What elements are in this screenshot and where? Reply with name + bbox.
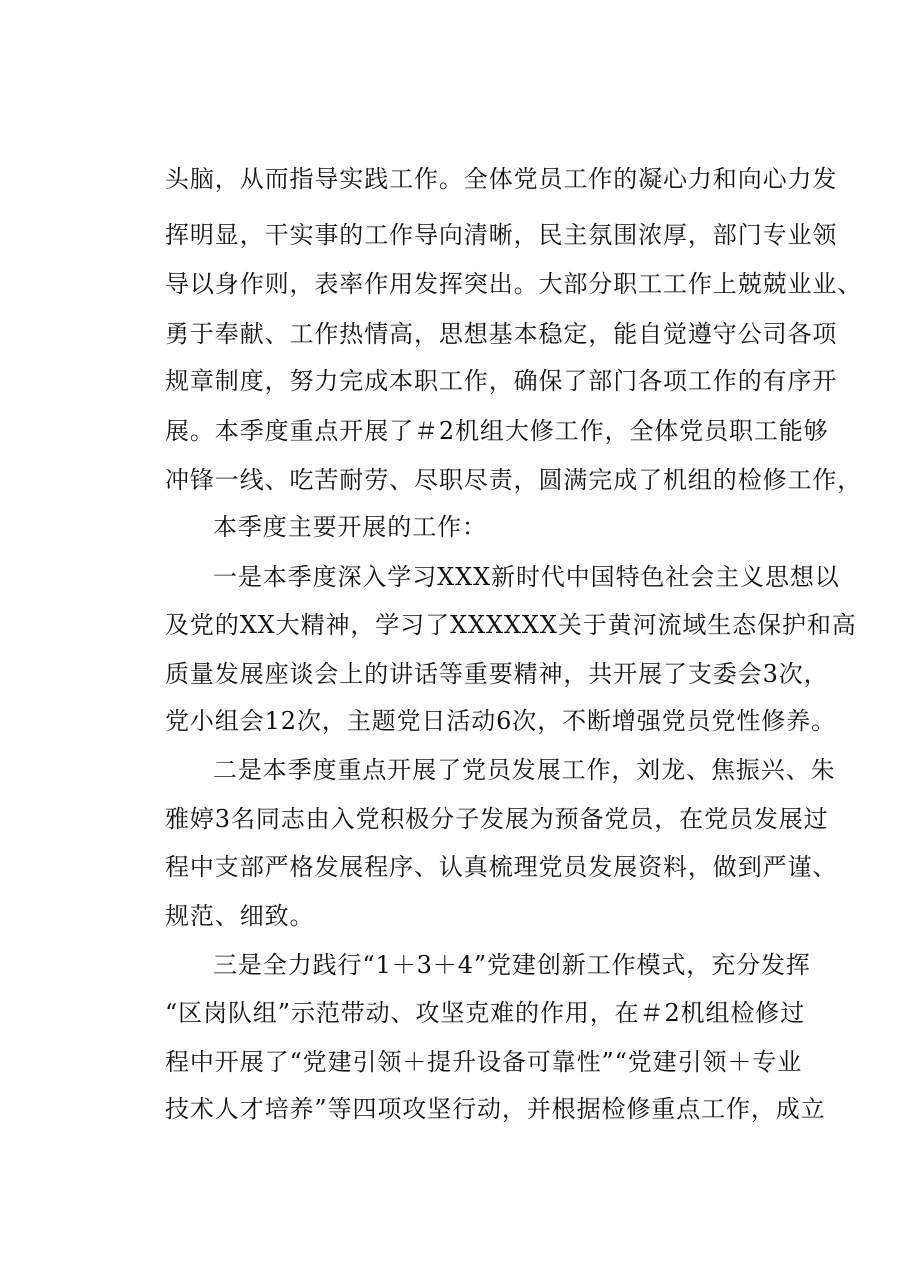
- paragraph-line: 雅婷3名同志由入党积极分子发展为预备党员，在党员发展过: [165, 805, 829, 833]
- section-heading: 本季度主要开展的工作：: [213, 513, 487, 541]
- paragraph-line: 规章制度，努力完成本职工作，确保了部门各项工作的有序开: [165, 367, 838, 395]
- paragraph-line: 质量发展座谈会上的讲话等重要精神，共开展了支委会3次，: [165, 660, 829, 688]
- paragraph-line: 党小组会12次，主题党日活动6次，不断增强党员党性修养。: [165, 707, 837, 735]
- paragraph-line: 二是本季度重点开展了党员发展工作，刘龙、焦振兴、朱: [213, 756, 836, 784]
- paragraph-line: 规范、细致。: [165, 902, 315, 930]
- paragraph-line: 头脑，从而指导实践工作。全体党员工作的凝心力和向心力发: [165, 165, 838, 193]
- paragraph-line: 展。本季度重点开展了＃2机组大修工作，全体党员职工能够: [165, 417, 829, 445]
- paragraph-line: 导以身作则，表率作用发挥突出。大部分职工工作上兢兢业业、: [165, 270, 863, 298]
- paragraph-line: 程中支部严格发展程序、认真梳理党员发展资料，做到严谨、: [165, 853, 838, 881]
- paragraph-line: 勇于奉献、工作热情高，思想基本稳定，能自觉遵守公司各项: [165, 320, 838, 348]
- paragraph-line: 三是全力践行“1＋3＋4”党建创新工作模式，充分发挥: [213, 951, 811, 979]
- paragraph-line: 技术人才培养”等四项攻坚行动，并根据检修重点工作，成立: [165, 1095, 826, 1123]
- paragraph-line: 挥明显，干实事的工作导向清晰，民主氛围浓厚，部门专业领: [165, 221, 838, 249]
- paragraph-line: 一是本季度深入学习XXX新时代中国特色社会主义思想以: [213, 563, 840, 591]
- paragraph-line: “区岗队组”示范带动、攻坚克难的作用，在＃2机组检修过: [165, 999, 806, 1027]
- paragraph-line: 冲锋一线、吃苦耐劳、尽职尽责，圆满完成了机组的检修工作，: [165, 466, 863, 494]
- paragraph-line: 及党的XX大精神，学习了XXXXXX关于黄河流域生态保护和高: [165, 611, 857, 639]
- paragraph-line: 程中开展了“党建引领＋提升设备可靠性”“党建引领＋专业: [165, 1048, 803, 1076]
